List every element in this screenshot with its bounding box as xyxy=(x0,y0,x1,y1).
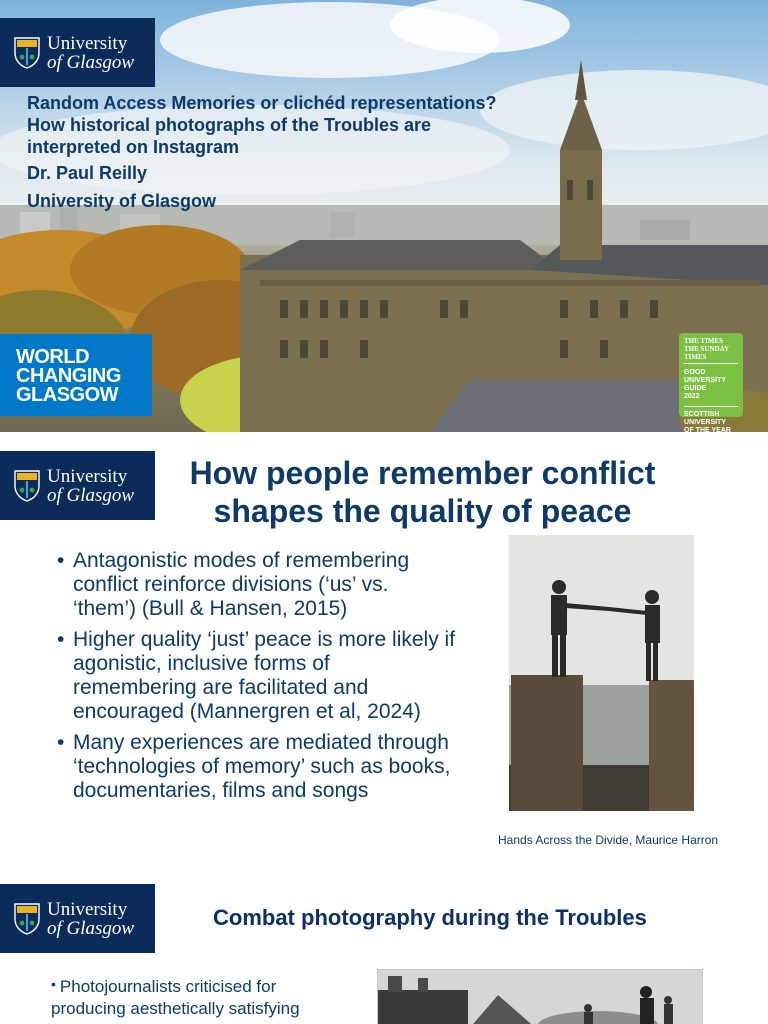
troubles-photo xyxy=(377,969,703,1024)
bullet-list xyxy=(57,549,457,810)
slide-title xyxy=(160,454,685,530)
slide-title: Combat photography during the Troubles xyxy=(213,905,647,930)
award-line: OF THE YEAR xyxy=(684,427,731,432)
badge-line: WORLD xyxy=(16,346,90,368)
title-line: Random Access Memories or clichéd representations? xyxy=(27,93,497,113)
sculpture-photo xyxy=(509,535,694,811)
logo-line-2: of Glasgow xyxy=(47,51,135,73)
institution-name: University of Glasgow xyxy=(27,191,217,211)
logo-line-1: University xyxy=(47,465,128,487)
title-line: shapes the quality of peace xyxy=(213,493,632,529)
logo-line-1: University xyxy=(47,898,128,920)
logo-line-1: University xyxy=(47,32,128,54)
award-line: SCOTTISH xyxy=(684,406,738,419)
award-line: UNIVERSITY xyxy=(684,419,727,426)
presentation-title xyxy=(27,92,597,158)
title-line: interpreted on Instagram xyxy=(27,137,240,157)
university-crest-icon xyxy=(14,37,40,69)
university-logo xyxy=(0,884,155,953)
university-logo xyxy=(0,451,155,520)
guide-line: UNIVERSITY xyxy=(684,377,727,384)
guide-line: GOOD xyxy=(684,369,706,376)
bullet-item: • Many experiences are mediated through ‘technologies of memory’ such as books, documentaries, films and songs xyxy=(57,731,457,803)
university-crest-icon xyxy=(14,903,40,935)
logo-line-2: of Glasgow xyxy=(47,484,135,506)
good-university-guide-badge xyxy=(679,333,743,432)
badge-line: CHANGING xyxy=(16,365,121,387)
bullet-line: Photojournalists criticised for xyxy=(59,977,277,996)
times-header: THE TIMES THE SUNDAY TIMES xyxy=(684,337,738,364)
title-line: How historical photographs of the Troubles are xyxy=(27,115,432,135)
university-crest-icon xyxy=(14,470,40,502)
world-changing-glasgow-badge xyxy=(0,334,152,416)
title-slide xyxy=(0,0,768,432)
bullet-item: • Photojournalists criticised for producing aesthetically satisfying xyxy=(51,976,341,1020)
bullet-line: producing aesthetically satisfying xyxy=(51,999,300,1018)
university-logo xyxy=(0,18,155,87)
guide-line: GUIDE xyxy=(684,385,707,392)
logo-line-2: of Glasgow xyxy=(47,917,135,939)
badge-line: GLASGOW xyxy=(16,384,119,406)
image-caption: Hands Across the Divide, Maurice Harron xyxy=(498,833,719,847)
combat-photography-slide xyxy=(0,864,768,1024)
title-line: How people remember conflict xyxy=(189,455,656,491)
author-name: Dr. Paul Reilly xyxy=(27,163,148,183)
bullet-item: • Higher quality ‘just’ peace is more likely if agonistic, inclusive forms of remembering are facilitated and encouraged (Mannergren et al, 2024) xyxy=(57,628,457,724)
guide-line: 2022 xyxy=(684,393,700,400)
bullet-item: • Antagonistic modes of remembering conflict reinforce divisions (‘us’ vs. ‘them’) (Bull & Hansen, 2015) xyxy=(57,549,457,621)
memory-slide xyxy=(0,432,768,864)
